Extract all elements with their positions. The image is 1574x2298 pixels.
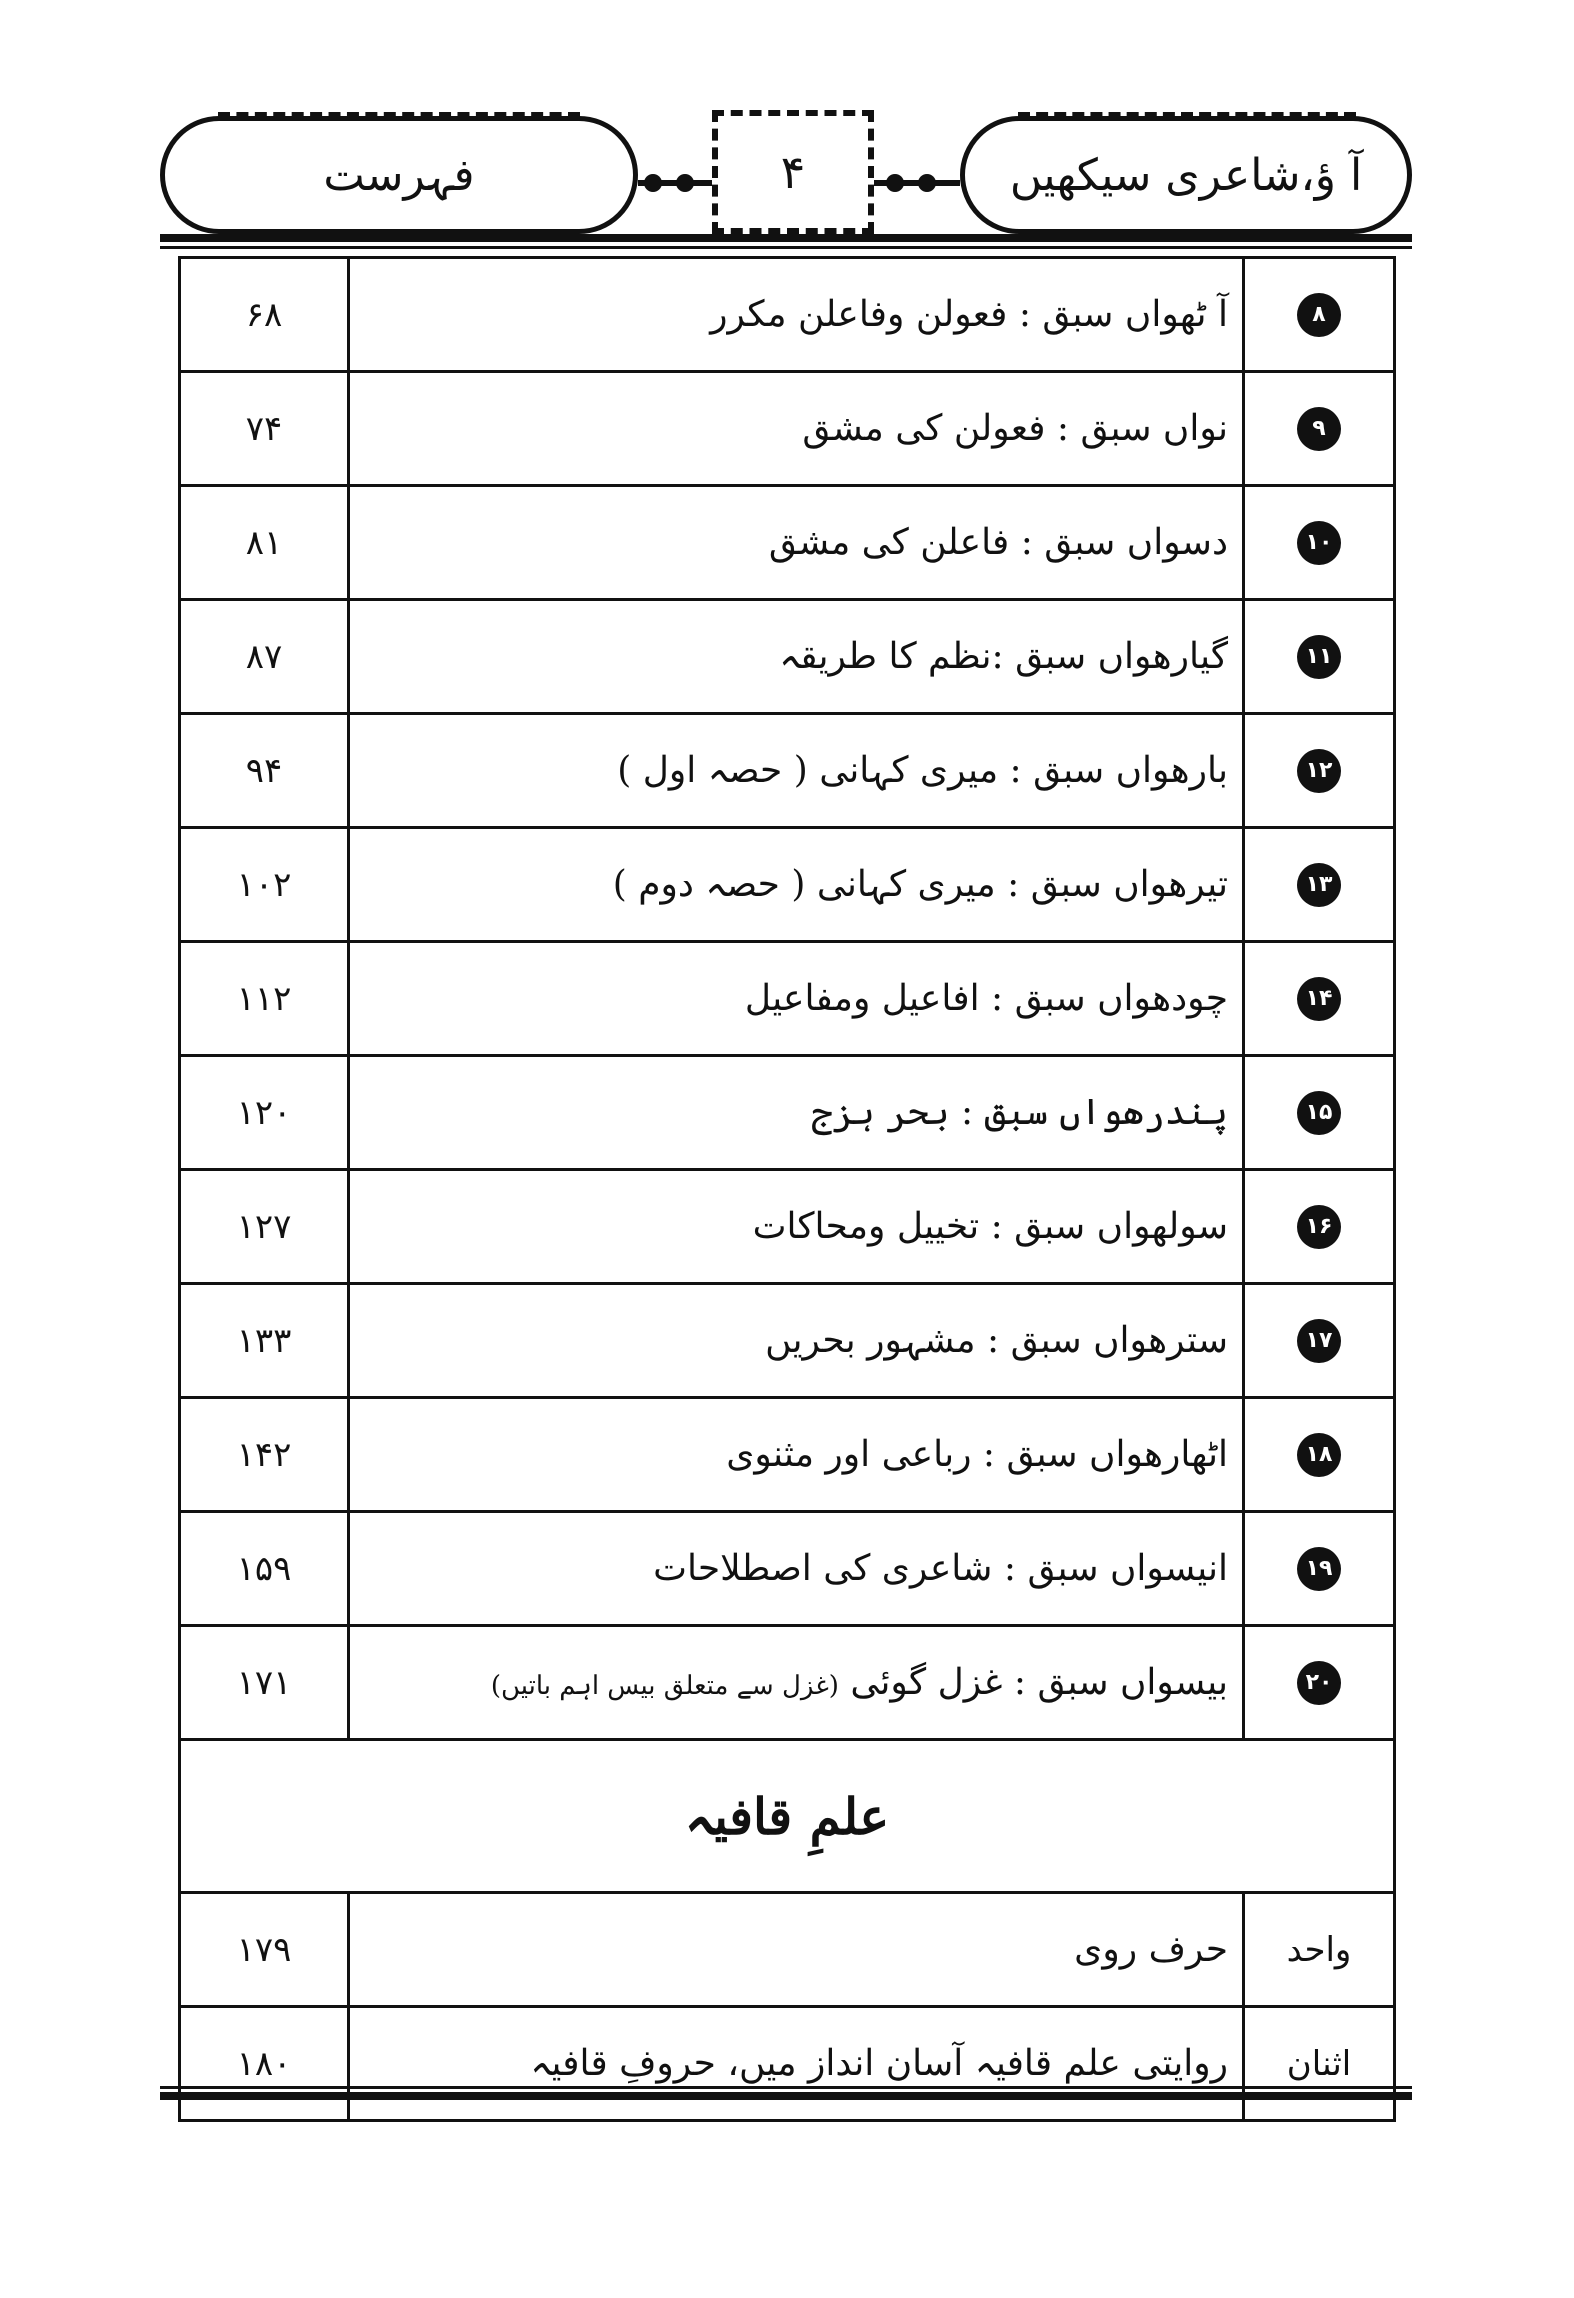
lesson-title: نواں سبق : فعولن کی مشق [802,408,1228,449]
table-row [180,1284,1395,1398]
lesson-number-badge: ۱۰ [1297,521,1341,565]
page-number-cell: ۶۸ [180,258,349,372]
lesson-title-cell [349,486,1244,600]
row-title: حرف روی [349,1893,1244,2007]
table-row [180,1056,1395,1170]
section-title-pill [160,116,638,234]
lesson-number-badge: ۱۹ [1297,1547,1341,1591]
lesson-note: (غزل سے متعلق بیس اہم باتیں) [490,1671,839,1701]
header-rule-thin [160,246,1412,249]
lesson-title-cell [349,1056,1244,1170]
contents-table [178,256,1396,2122]
lesson-number-badge: ۲۰ [1297,1661,1341,1705]
lesson-number-cell [1244,828,1395,942]
table-row [180,1170,1395,1284]
lesson-number-cell [1244,942,1395,1056]
table-row [180,600,1395,714]
lesson-title: آ ٹھواں سبق : فعولن وفاعلن مکرر [710,294,1228,335]
lesson-title: پندرھواں سبق : بحر ہزج [811,1092,1228,1133]
page-number: ۴ [780,145,806,199]
lesson-number-cell [1244,258,1395,372]
lesson-title: دسواں سبق : فاعلن کی مشق [768,522,1228,563]
book-title-pill [960,116,1412,234]
section-heading: علمِ قافیہ [180,1740,1395,1893]
footer-rule-thin [160,2086,1412,2089]
page-number-cell: ۱۵۹ [180,1512,349,1626]
table-row [180,258,1395,372]
lesson-number-badge: ۱۳ [1297,863,1341,907]
page-number-cell: ۷۴ [180,372,349,486]
table-row [180,714,1395,828]
bead [644,174,662,192]
lesson-title-cell [349,828,1244,942]
page-number-box [712,110,874,234]
page-number-cell: ۸۷ [180,600,349,714]
page-number-cell: ۸۱ [180,486,349,600]
page-number-cell: ۱۲۰ [180,1056,349,1170]
lesson-number-badge: ۱۲ [1297,749,1341,793]
page-number-cell: ۱۷۹ [180,1893,349,2007]
table-row [180,1893,1395,2007]
lesson-title: سولھواں سبق : تخییل ومحاکات [752,1206,1228,1247]
table-row [180,828,1395,942]
lesson-number-badge: ۹ [1297,407,1341,451]
row-title: روایتی علم قافیہ آسان انداز میں، حروفِ قافیہ [349,2007,1244,2121]
lesson-title-cell [349,714,1244,828]
section-title: فہرست [323,149,475,201]
table-row [180,486,1395,600]
lesson-number-cell [1244,1170,1395,1284]
page-number-cell: ۱۲۷ [180,1170,349,1284]
page-number-cell: ۹۴ [180,714,349,828]
table-row [180,942,1395,1056]
page-number-cell: ۱۷۱ [180,1626,349,1740]
lesson-title: بارھواں سبق : میری کہانی ( حصہ اول ) [617,750,1228,791]
page-number-cell: ۱۳۳ [180,1284,349,1398]
lesson-title-cell [349,372,1244,486]
lesson-number-cell [1244,486,1395,600]
lesson-title-cell [349,1398,1244,1512]
lesson-number-badge: ۱۸ [1297,1433,1341,1477]
section-heading-row [180,1740,1395,1893]
page-number-cell: ۱۸۰ [180,2007,349,2121]
lesson-number-cell [1244,1056,1395,1170]
footer-rule-thick [160,2092,1412,2100]
lesson-number-cell [1244,372,1395,486]
page-number-cell: ۱۰۲ [180,828,349,942]
table-row [180,1512,1395,1626]
lesson-title: سترھواں سبق : مشہور بحریں [765,1320,1228,1361]
lesson-title: اٹھارھواں سبق : رباعی اور مثنوی [726,1434,1228,1475]
lesson-title: چودھواں سبق : افاعیل ومفاعیل [744,978,1228,1019]
lesson-number-badge: ۱۱ [1297,635,1341,679]
row-label: واحد [1244,1893,1395,2007]
lesson-title-cell [349,942,1244,1056]
lesson-title-cell [349,1626,1244,1740]
lesson-number-badge: ۱۴ [1297,977,1341,1021]
header-rule-thick [160,234,1412,242]
lesson-title-cell [349,600,1244,714]
bead [676,174,694,192]
lesson-title-cell [349,1512,1244,1626]
row-label: اثنان [1244,2007,1395,2121]
page-number-cell: ۱۴۲ [180,1398,349,1512]
lesson-title-cell [349,258,1244,372]
lesson-number-badge: ۸ [1297,293,1341,337]
lesson-title: انیسواں سبق : شاعری کی اصطلاحات [653,1548,1228,1589]
lesson-title: گیارھواں سبق :نظم کا طریقہ [779,636,1228,677]
lesson-title: بیسواں سبق : غزل گوئی [850,1662,1228,1703]
lesson-title-cell [349,1284,1244,1398]
table-row [180,1398,1395,1512]
lesson-number-cell [1244,1284,1395,1398]
lesson-number-cell [1244,1398,1395,1512]
lesson-number-badge: ۱۷ [1297,1319,1341,1363]
table-row [180,2007,1395,2121]
bead [886,174,904,192]
lesson-number-cell [1244,1512,1395,1626]
book-title: آ ؤ،شاعری سیکھیں [1009,149,1363,201]
table-row [180,372,1395,486]
lesson-number-cell [1244,600,1395,714]
lesson-number-cell [1244,714,1395,828]
bead [918,174,936,192]
lesson-number-badge: ۱۵ [1297,1091,1341,1135]
lesson-title-cell [349,1170,1244,1284]
lesson-number-cell [1244,1626,1395,1740]
page-number-cell: ۱۱۲ [180,942,349,1056]
lesson-number-badge: ۱۶ [1297,1205,1341,1249]
table-row [180,1626,1395,1740]
lesson-title: تیرھواں سبق : میری کہانی ( حصہ دوم ) [612,864,1228,905]
